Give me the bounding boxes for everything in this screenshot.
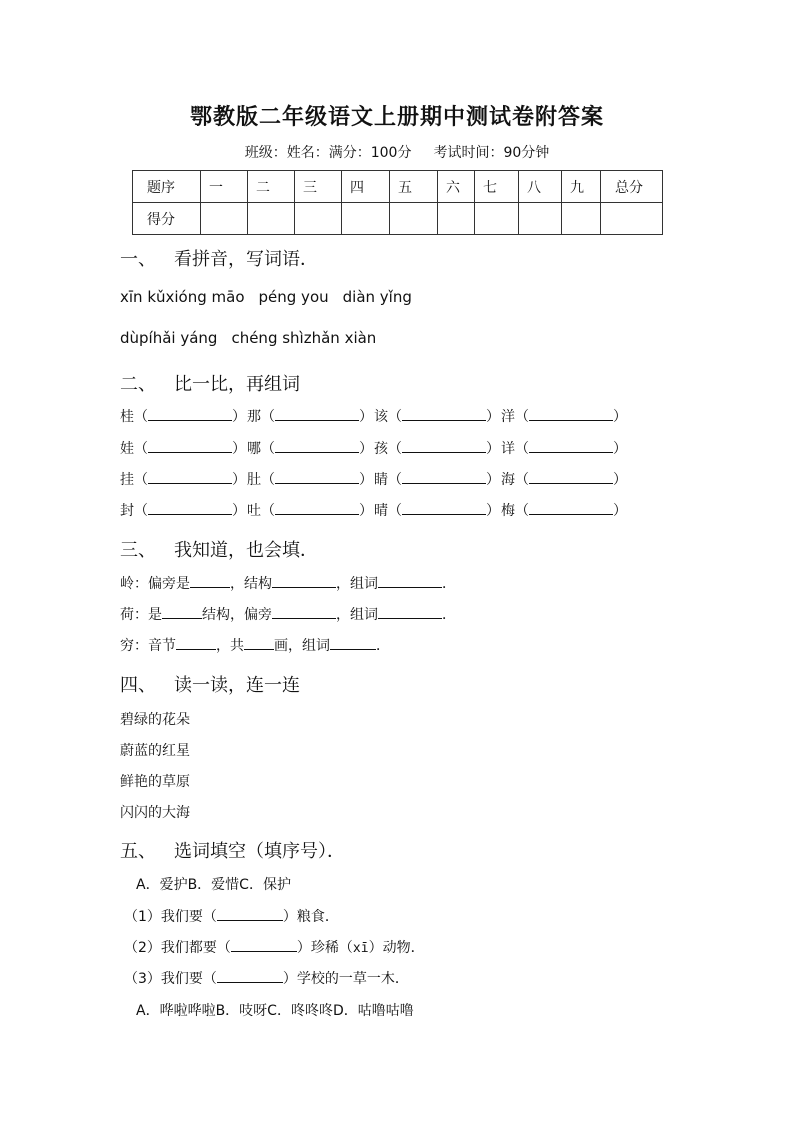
fill-text: 结构，偏旁 xyxy=(202,607,272,623)
score-cell[interactable] xyxy=(295,203,342,235)
read-item[interactable]: 蔚蓝的红星 xyxy=(120,743,190,759)
answer-blank[interactable] xyxy=(378,573,442,588)
score-header-cell: 二 xyxy=(248,171,295,203)
answer-blank[interactable] xyxy=(217,968,283,983)
compare-char: 那 xyxy=(247,409,261,425)
pinyin-item: dùpíhǎi yáng xyxy=(120,329,218,347)
question-text: ）珍稀（ xyxy=(296,940,353,956)
answer-blank[interactable] xyxy=(275,469,359,484)
pinyin-row-1 xyxy=(120,288,426,306)
choice-options-1: A．爱护B．爱惜C．保护 xyxy=(136,877,291,893)
fill-line-2 xyxy=(120,604,456,624)
score-header-cell: 六 xyxy=(438,171,475,203)
score-table xyxy=(132,170,663,235)
answer-blank[interactable] xyxy=(176,635,216,650)
section-title: 比一比，再组词 xyxy=(174,374,300,395)
question-text: ）粮食． xyxy=(282,909,339,925)
score-header-cell: 七 xyxy=(475,171,519,203)
answer-blank[interactable] xyxy=(402,438,486,453)
fill-text: ，共 xyxy=(216,638,244,654)
score-header-cell: 五 xyxy=(390,171,438,203)
compare-char: 睛 xyxy=(374,472,388,488)
question-text: （2）我们都要（ xyxy=(124,940,231,956)
section-number: 四、 xyxy=(120,675,156,696)
score-header-cell: 总分 xyxy=(601,171,663,203)
score-header-cell: 题序 xyxy=(133,171,201,203)
question-text: ）动物． xyxy=(368,940,425,956)
fill-text: 岭：偏旁是 xyxy=(120,576,190,592)
answer-blank[interactable] xyxy=(272,573,336,588)
score-cell[interactable] xyxy=(438,203,475,235)
section-number: 一、 xyxy=(120,249,156,270)
section-title: 看拼音，写词语． xyxy=(174,249,318,270)
section-title: 我知道，也会填． xyxy=(174,540,318,561)
compare-row: 封（ ）吐（ ）晴（ ）梅（ ） xyxy=(120,500,628,520)
read-item[interactable]: 鲜艳的草原 xyxy=(120,774,190,790)
answer-blank[interactable] xyxy=(148,406,232,421)
compare-char: 娃 xyxy=(120,441,134,457)
compare-char: 肚 xyxy=(247,472,261,488)
read-item[interactable]: 碧绿的花朵 xyxy=(120,712,190,728)
answer-blank[interactable] xyxy=(275,500,359,515)
answer-blank[interactable] xyxy=(272,604,336,619)
answer-blank[interactable] xyxy=(402,469,486,484)
score-header-cell: 一 xyxy=(201,171,248,203)
score-cell[interactable] xyxy=(342,203,390,235)
page-title: 鄂教版二年级语文上册期中测试卷附答案 xyxy=(189,104,604,130)
score-row-label: 得分 xyxy=(133,203,201,235)
choice-question-2 xyxy=(124,937,425,957)
subtitle xyxy=(0,142,794,162)
choice-question-3 xyxy=(124,968,409,988)
compare-char: 吐 xyxy=(247,503,261,519)
score-cell[interactable] xyxy=(201,203,248,235)
fill-line-1 xyxy=(120,573,456,593)
fill-text: 穷：音节 xyxy=(120,638,176,654)
choice-options-2: A．哗啦哗啦B．吱呀C．咚咚咚D．咕噜咕噜 xyxy=(136,1003,414,1019)
section-4-heading xyxy=(120,671,300,697)
fill-text: ． xyxy=(376,638,390,654)
score-cell[interactable] xyxy=(562,203,601,235)
compare-row: 挂（ ）肚（ ）睛（ ）海（ ） xyxy=(120,469,628,489)
question-text: ）学校的一草一木． xyxy=(282,971,409,987)
pinyin-row-2 xyxy=(120,329,390,347)
answer-blank[interactable] xyxy=(217,906,283,921)
compare-char: 洋 xyxy=(501,409,515,425)
compare-char: 孩 xyxy=(374,441,388,457)
pinyin-hint: xī xyxy=(352,941,369,956)
choice-question-1 xyxy=(124,906,339,926)
fill-text: ，组词 xyxy=(336,576,378,592)
time-info: 考试时间：90分钟 xyxy=(433,145,550,161)
section-number: 二、 xyxy=(120,374,156,395)
fill-text: ． xyxy=(442,607,456,623)
pinyin-item: diàn yǐng xyxy=(342,288,412,306)
section-title: 读一读，连一连 xyxy=(174,675,300,696)
section-number: 三、 xyxy=(120,540,156,561)
compare-char: 封 xyxy=(120,503,134,519)
compare-char: 梅 xyxy=(501,503,515,519)
score-cell[interactable] xyxy=(519,203,562,235)
fill-text: ，结构 xyxy=(230,576,272,592)
score-cell[interactable] xyxy=(601,203,663,235)
section-1-heading xyxy=(120,245,318,271)
answer-blank[interactable] xyxy=(244,635,274,650)
compare-char: 哪 xyxy=(247,441,261,457)
compare-char: 桂 xyxy=(120,409,134,425)
answer-blank[interactable] xyxy=(402,406,486,421)
compare-char: 晴 xyxy=(374,503,388,519)
compare-row: 桂（ ）那（ ）该（ ）洋（ ） xyxy=(120,406,628,426)
answer-blank[interactable] xyxy=(190,573,230,588)
answer-blank[interactable] xyxy=(148,438,232,453)
compare-char: 该 xyxy=(374,409,388,425)
fill-text: 画，组词 xyxy=(274,638,330,654)
answer-blank[interactable] xyxy=(378,604,442,619)
section-number: 五、 xyxy=(120,841,156,862)
question-text: （3）我们要（ xyxy=(124,971,217,987)
answer-blank[interactable] xyxy=(529,500,613,515)
fill-line-3 xyxy=(120,635,390,655)
fill-text: ，组词 xyxy=(336,607,378,623)
class-info: 班级：姓名：满分：100分 xyxy=(244,145,412,161)
section-5-heading xyxy=(120,837,345,863)
pinyin-item: xīn kǔxióng māo xyxy=(120,288,245,306)
answer-blank[interactable] xyxy=(402,500,486,515)
answer-blank[interactable] xyxy=(275,438,359,453)
score-table-score-row xyxy=(133,203,663,235)
read-item[interactable]: 闪闪的大海 xyxy=(120,805,190,821)
fill-text: ． xyxy=(442,576,456,592)
pinyin-item: péng you xyxy=(258,288,329,306)
compare-char: 挂 xyxy=(120,472,134,488)
answer-blank[interactable] xyxy=(275,406,359,421)
fill-text: 荷：是 xyxy=(120,607,162,623)
question-text: （1）我们要（ xyxy=(124,909,217,925)
score-header-cell: 三 xyxy=(295,171,342,203)
answer-blank[interactable] xyxy=(148,500,232,515)
score-table-header-row xyxy=(133,171,663,203)
compare-char: 海 xyxy=(501,472,515,488)
section-title: 选词填空（填序号）． xyxy=(174,841,345,862)
score-header-cell: 九 xyxy=(562,171,601,203)
score-header-cell: 八 xyxy=(519,171,562,203)
compare-char: 详 xyxy=(501,441,515,457)
answer-blank[interactable] xyxy=(529,406,613,421)
answer-blank[interactable] xyxy=(529,438,613,453)
answer-blank[interactable] xyxy=(330,635,376,650)
score-cell[interactable] xyxy=(475,203,519,235)
section-2-heading xyxy=(120,370,300,396)
section-3-heading xyxy=(120,536,318,562)
score-header-cell: 四 xyxy=(342,171,390,203)
compare-row: 娃（ ）哪（ ）孩（ ）详（ ） xyxy=(120,438,628,458)
score-cell[interactable] xyxy=(248,203,295,235)
score-cell[interactable] xyxy=(390,203,438,235)
answer-blank[interactable] xyxy=(162,604,202,619)
answer-blank[interactable] xyxy=(529,469,613,484)
answer-blank[interactable] xyxy=(231,937,297,952)
pinyin-item: chéng shìzhǎn xiàn xyxy=(231,329,377,347)
answer-blank[interactable] xyxy=(148,469,232,484)
